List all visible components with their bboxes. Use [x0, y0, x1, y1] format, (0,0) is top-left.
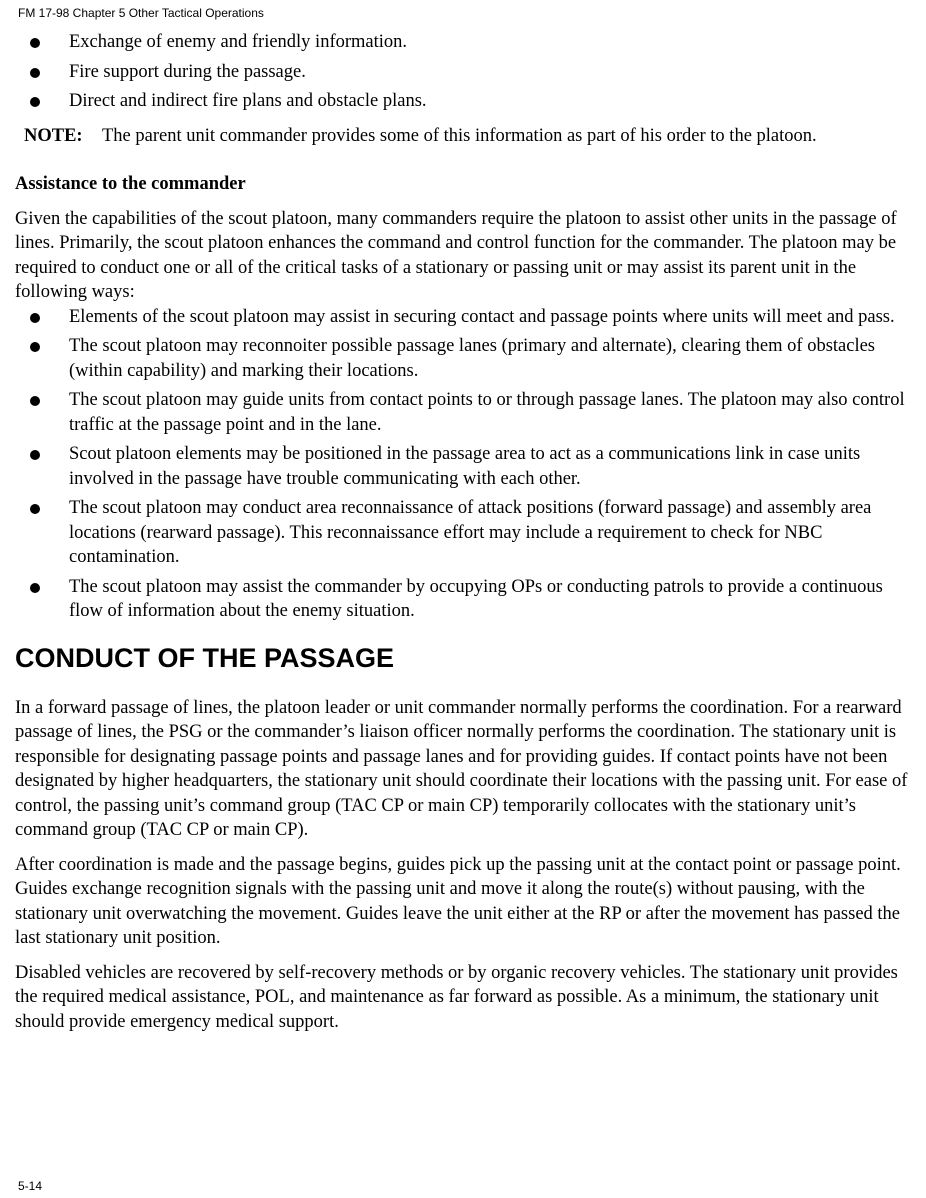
list-item — [15, 442, 915, 491]
bullet-icon — [30, 504, 40, 514]
list-item — [15, 305, 915, 330]
list-item — [15, 575, 915, 624]
conduct-paragraph-3: Disabled vehicles are recovered by self-recovery methods or by organic recovery vehicles. The stationary unit provides the required medical assistance, POL, and maintenance as far forward as possible. As a minimum, the stationary unit should provide emergency medical support. — [15, 962, 898, 1032]
list-item-text: Direct and indirect fire plans and obstacle plans. — [69, 91, 427, 111]
note-block — [24, 124, 915, 149]
page-content — [15, 30, 915, 1034]
list-item-text: Scout platoon elements may be positioned in the passage area to act as a communications link in case units involved in the passage have trouble communicating with each other. — [69, 444, 861, 489]
list-item-text: The scout platoon may guide units from contact points to or through passage lanes. The platoon may also control traffic at the passage point and in the lane. — [69, 390, 905, 435]
bullet-icon — [30, 396, 40, 406]
bullet-icon — [30, 68, 40, 78]
list-item — [15, 60, 915, 85]
conduct-paragraph-2: After coordination is made and the passage begins, guides pick up the passing unit at the contact point or passage point. Guides exchange recognition signals with the passing unit and move it along the route(s) without pausing, with the stationary unit overwatching the movement. Guides leave the unit either at the RP or after the movement has passed the last stationary unit position. — [15, 854, 901, 948]
list-item-text: Elements of the scout platoon may assist in securing contact and passage points where units will meet and pass. — [69, 306, 895, 327]
section-heading: CONDUCT OF THE PASSAGE — [15, 642, 395, 673]
conduct-paragraph-1: In a forward passage of lines, the platoon leader or unit commander normally performs the coordination. For a rearward passage of lines, the PSG or the commander’s liaison officer normally performs the coordination. The stationary unit is responsible for designating passage points and passage lanes and for providing guides. If contact points have not been designated by higher headquarters, the stationary unit should coordinate their locations with the passing unit. For ease of control, the passing unit’s command group (TAC CP or main CP) temporarily collocates with the stationary unit’s command group (TAC CP or main CP). — [15, 697, 908, 840]
bullet-icon — [30, 342, 40, 352]
bullet-icon — [30, 38, 40, 48]
bullet-icon — [30, 450, 40, 460]
assistance-heading: Assistance to the commander — [15, 174, 246, 194]
top-bullet-list — [15, 30, 915, 114]
note-text: The parent unit commander provides some of this information as part of his order to the platoon. — [102, 125, 817, 146]
note-label: NOTE: — [24, 125, 83, 146]
list-item-text: The scout platoon may assist the commander by occupying OPs or conducting patrols to provide a continuous flow of information about the enemy situation. — [69, 576, 883, 621]
list-item — [15, 388, 915, 437]
page-number: 5-14 — [18, 1179, 43, 1193]
list-item-text: Fire support during the passage. — [69, 61, 306, 82]
bullet-icon — [30, 313, 40, 323]
list-item — [15, 496, 915, 570]
list-item-text: The scout platoon may reconnoiter possible passage lanes (primary and alternate), clearing them of obstacles (within capability) and marking their locations. — [69, 336, 876, 381]
running-head: FM 17-98 Chapter 5 Other Tactical Operations — [18, 6, 264, 20]
list-item — [15, 89, 915, 114]
assistance-bullet-list — [15, 305, 915, 624]
list-item — [15, 30, 915, 55]
assistance-intro: Given the capabilities of the scout platoon, many commanders require the platoon to assist other units in the passage of lines. Primarily, the scout platoon enhances the command and control function for the commander. The platoon may be required to conduct one or all of the critical tasks of a stationary or passing unit or may assist its parent unit in the following ways: — [15, 208, 897, 302]
list-item — [15, 334, 915, 383]
list-item-text: The scout platoon may conduct area reconnaissance of attack positions (forward passage) and assembly area locations (rearward passage). This reconnaissance effort may include a requirement to check for NBC contamination. — [69, 498, 872, 567]
list-item-text: Exchange of enemy and friendly information. — [69, 32, 408, 52]
bullet-icon — [30, 97, 40, 107]
bullet-icon — [30, 583, 40, 593]
